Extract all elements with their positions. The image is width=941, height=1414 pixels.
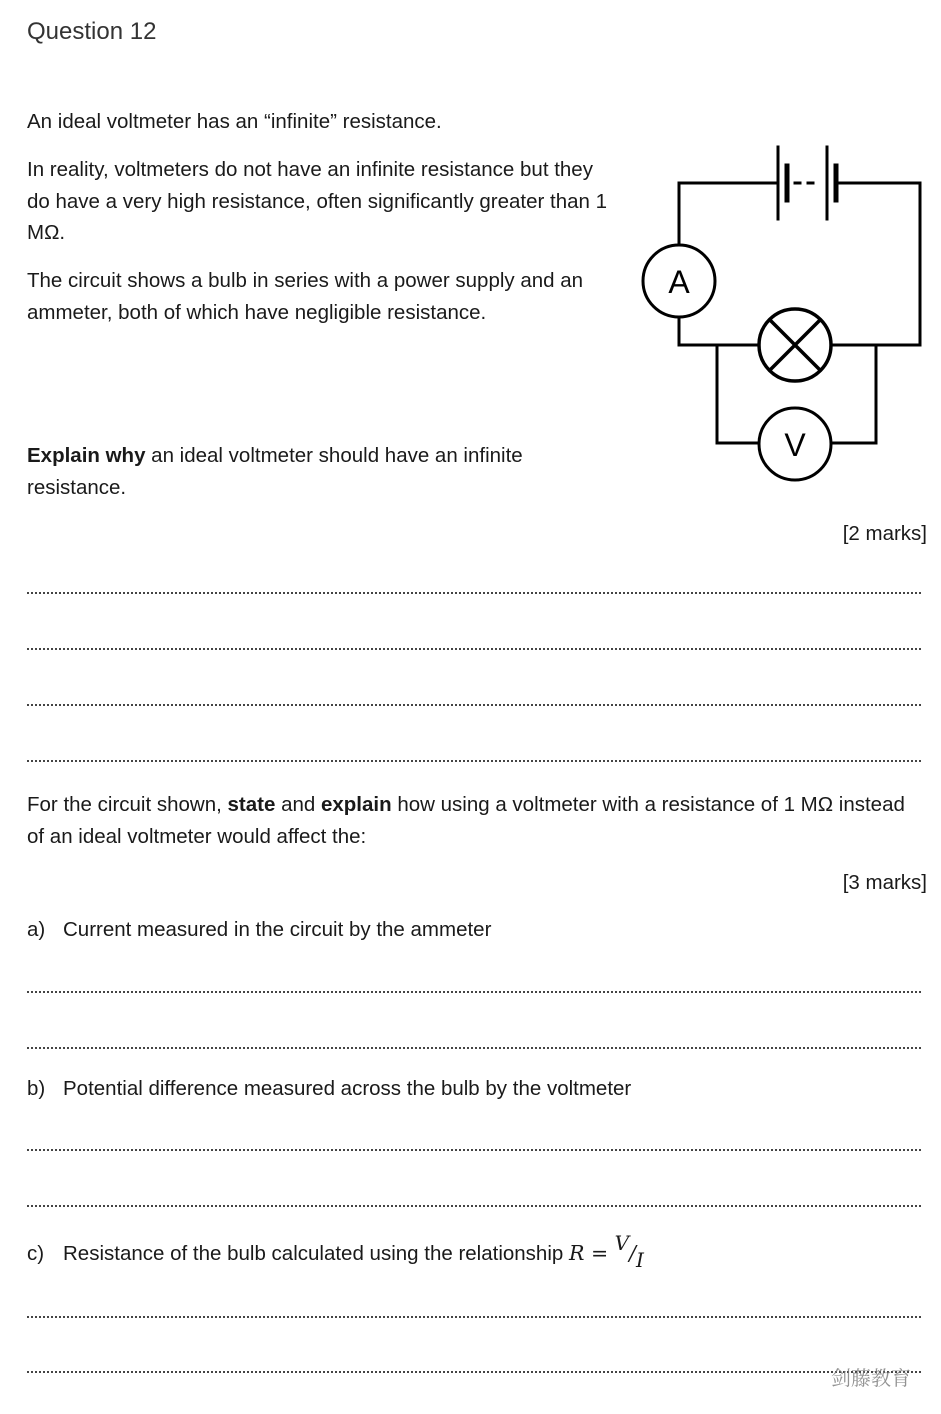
- formula: [569, 1231, 644, 1272]
- question-title: Question 12: [27, 18, 157, 45]
- part1-marks: [2 marks]: [842, 522, 927, 545]
- sub-item-text: Resistance of the bulb calculated using the relationship: [63, 1242, 564, 1265]
- sub-item-label: b): [27, 1077, 46, 1100]
- answer-line[interactable]: [27, 592, 921, 594]
- formula-slash: /: [629, 1241, 637, 1265]
- part1-question: [27, 440, 617, 503]
- part2-text-1: For the circuit shown,: [27, 793, 228, 816]
- voltmeter-label: V: [784, 427, 806, 463]
- answer-line[interactable]: [27, 1316, 921, 1318]
- sub-item-label: c): [27, 1242, 45, 1265]
- formula-numerator: V: [614, 1231, 630, 1255]
- part2-question: [27, 789, 917, 852]
- intro-paragraph-3: The circuit shows a bulb in series with a power supply and an ammeter, both of which have negligible resistance.: [27, 269, 584, 324]
- part2-bold-state: state: [227, 793, 276, 816]
- answer-line[interactable]: [27, 1205, 921, 1207]
- circuit-diagram: [630, 135, 930, 490]
- voltmeter-symbol: [759, 408, 831, 480]
- formula-denominator: I: [636, 1248, 644, 1272]
- part2-bold-explain: explain: [320, 793, 392, 816]
- sub-item-label: a): [27, 918, 46, 941]
- watermark: 剑藤教育: [831, 1368, 911, 1390]
- intro-paragraph-1: An ideal voltmeter has an “infinite” resistance.: [27, 110, 442, 133]
- part2-text-3: how using a voltmeter with a resistance of 1 MΩ instead of an ideal voltmeter would affect the:: [27, 793, 905, 848]
- answer-line[interactable]: [27, 991, 921, 993]
- part2-marks: [3 marks]: [842, 871, 927, 894]
- answer-line[interactable]: [27, 1047, 921, 1049]
- part2-text-2: and: [275, 793, 321, 816]
- ammeter-symbol: [643, 245, 715, 317]
- answer-line[interactable]: [27, 648, 921, 650]
- sub-item-text: Current measured in the circuit by the ammeter: [63, 918, 492, 941]
- sub-item-a: [27, 918, 491, 942]
- answer-line[interactable]: [27, 1371, 921, 1373]
- formula-lhs: R =: [569, 1241, 615, 1265]
- sub-item-c: [27, 1231, 644, 1272]
- answer-line[interactable]: [27, 1149, 921, 1151]
- answer-line[interactable]: [27, 760, 921, 762]
- part1-text: an ideal voltmeter should have an infinite resistance.: [27, 444, 523, 499]
- sub-item-text: Potential difference measured across the bulb by the voltmeter: [63, 1077, 632, 1100]
- bulb-symbol: [759, 309, 831, 381]
- sub-item-b: [27, 1077, 631, 1101]
- ammeter-label: A: [668, 264, 690, 300]
- answer-line[interactable]: [27, 704, 921, 706]
- part1-bold: Explain why: [27, 444, 146, 467]
- intro-paragraph-2: In reality, voltmeters do not have an infinite resistance but they do have a very high resistance, often significantly greater than 1 MΩ.: [27, 158, 608, 244]
